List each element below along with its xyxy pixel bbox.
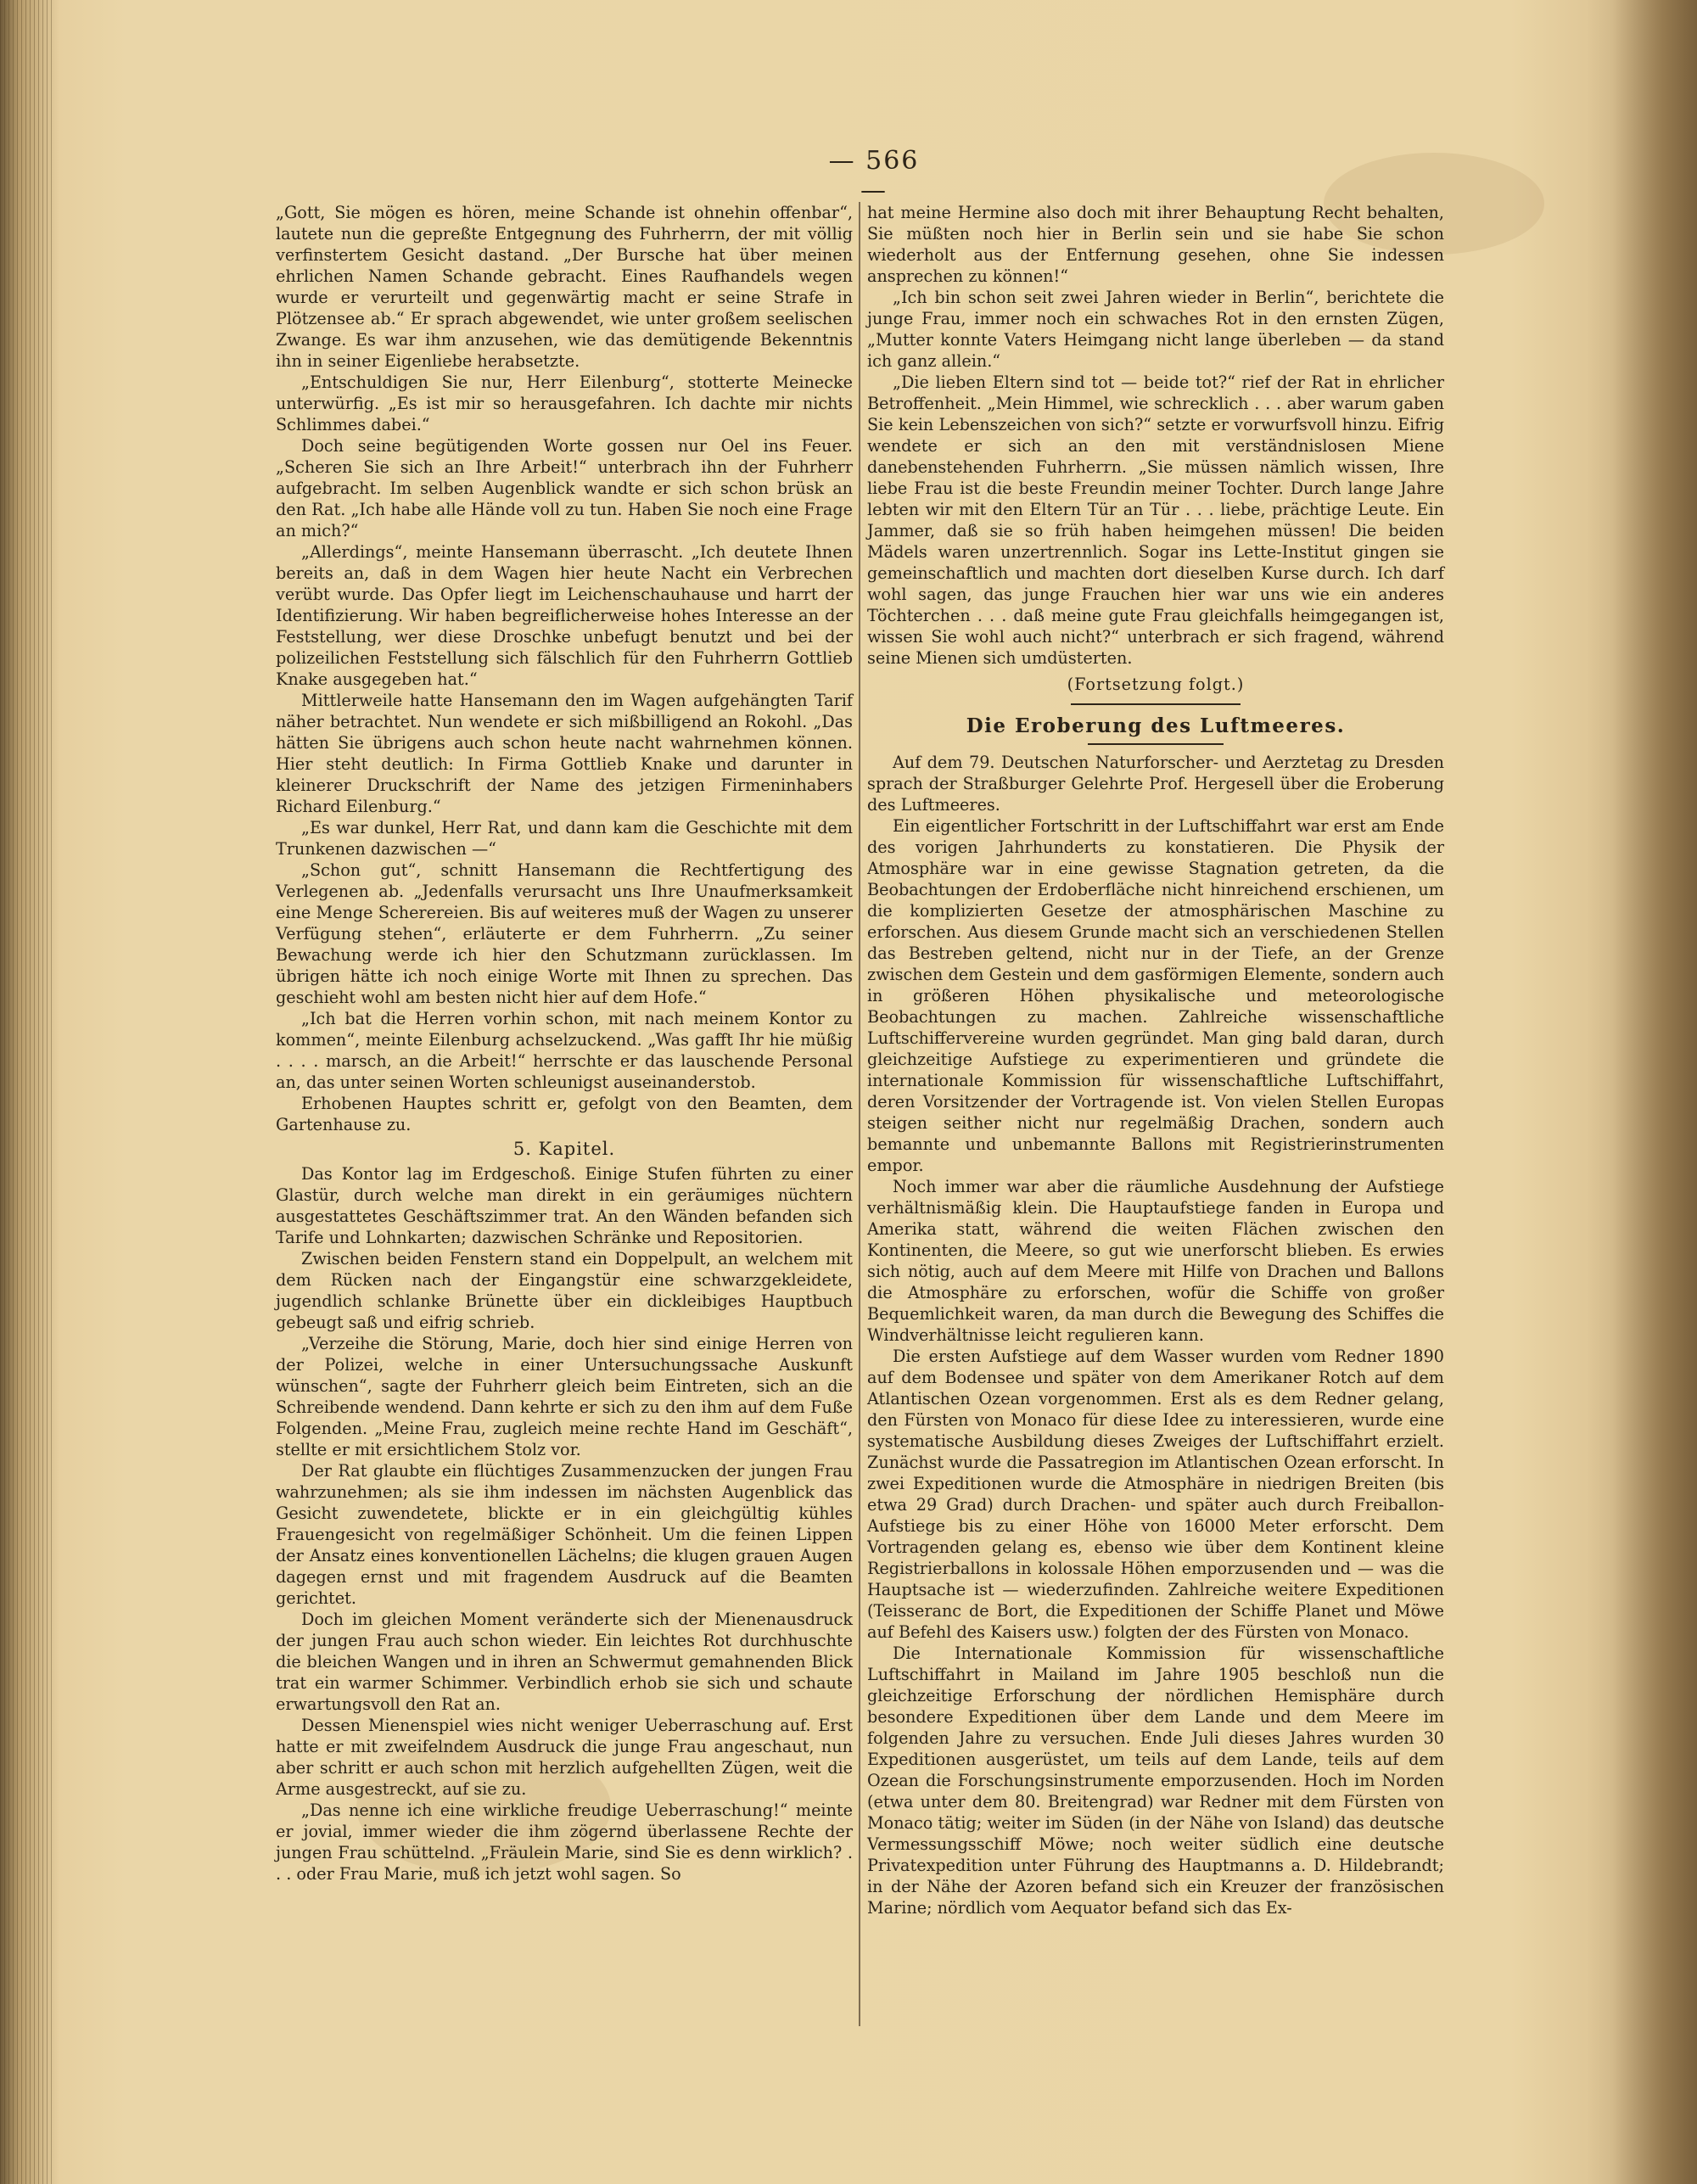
paragraph: „Allerdings“, meinte Hansemann überrascht. „Ich deutete Ihnen bereits an, daß in dem Wagen hier heute Nacht ein Verbrechen verübt wurde. Das Opfer liegt im Leichenschauhause und harrt der Identifizierung. Wir haben begreiflicherweise hohes Interesse an der Feststellung, wer diese Droschke unbefugt benutzt und bei der polizeilichen Feststellung sich fälschlich für den Fuhrherrn Gottlieb Knake ausgegeben hat.“ (276, 542, 853, 689)
paragraph: Mittlerweile hatte Hansemann den im Wagen aufgehängten Tarif näher betrachtet. Nun wendete er sich mißbilligend an Rokohl. „Das hätten Sie übrigens auch schon heute nacht wahrnehmen können. Hier steht deutlich: In Firma Gottlieb Knake und darunter in kleinerer Druckschrift der Name des jetzigen Firmeninhabers Richard Eilenburg.“ (276, 691, 853, 816)
book-spine-edge (0, 0, 54, 2184)
paragraph: „Schon gut“, schnitt Hansemann die Rechtfertigung des Verlegenen ab. „Jedenfalls verursacht uns Ihre Unaufmerksamkeit eine Menge Scherereien. Bis auf weiteres muß der Wagen zu unserer Verfügung stehen“, erläuterte er dem Fuhrherrn. „Zu seiner Bewachung werde ich hier den Schutzmann zurücklassen. Im übrigen hätte ich noch einige Worte mit Ihnen zu sprechen. Das geschieht wohl am besten nicht hier auf dem Hofe.“ (276, 860, 853, 1007)
paragraph: „Es war dunkel, Herr Rat, und dann kam die Geschichte mit dem Trunkenen dazwischen —“ (276, 818, 853, 859)
paragraph: „Verzeihe die Störung, Marie, doch hier sind einige Herren von der Polizei, welche in einer Untersuchungssache Auskunft wünschen“, sagte der Fuhrherr gleich beim Eintreten, sich an die Schreibende wendend. Dann kehrte er sich zu den ihm auf dem Fuße Folgenden. „Meine Frau, zugleich meine rechte Hand im Geschäft“, stellte er mit ersichtlichem Stolz vor. (276, 1334, 853, 1459)
paragraph: Ein eigentlicher Fortschritt in der Luftschiffahrt war erst am Ende des vorigen Jahrhunderts zu konstatieren. Die Physik der Atmosphäre war in eine gewisse Stagnation getreten, da die Beobachtungen der Erdoberfläche nicht hinreichend erschienen, um die komplizierten Gesetze der atmosphärischen Maschine zu erforschen. Aus diesem Grunde macht sich an verschiedenen Stellen das Bestreben geltend, nicht nur in der Tiefe, an der Grenze zwischen dem Gestein und dem gasförmigen Elemente, sondern auch in größeren Höhen physikalische und meteorologische Beobachtungen zu machen. Zahlreiche wissenschaftliche Luftschiffervereine wurden gegründet. Man ging bald daran, durch gleichzeitige Aufstiege zu experimentieren und gründete die internationale Kommission für wissenschaftliche Luftschiffahrt, deren Vorsitzender der Vortragende ist. Von vielen Stellen Europas steigen seither nicht nur regelmäßig Drachen, sondern auch bemannte und unbemannte Ballons mit Registrierinstrumenten empor. (867, 816, 1444, 1175)
article-separator (1071, 703, 1241, 705)
story-after-chapter (276, 1163, 853, 1884)
page-right-edge (1587, 0, 1697, 2184)
paragraph: Noch immer war aber die räumliche Ausdehnung der Aufstiege verhältnismäßig klein. Die Hauptaufstiege fanden in Europa und Amerika statt, während die weiten Flächen zwischen den Kontinenten, die Meere, so gut wie unerforscht blieben. Es erwies sich nötig, auch auf dem Meere mit Hilfe von Drachen und Ballons die Atmosphäre zu erforschen, wofür die Schiffe von großer Bequemlichkeit waren, da man durch die Bewegung des Schiffes die Windverhältnisse leicht regulieren kann. (867, 1177, 1444, 1345)
story-continuation (867, 202, 1444, 669)
paragraph: Doch im gleichen Moment veränderte sich der Mienenausdruck der jungen Frau auch schon wieder. Ein leichtes Rot durchhuschte die bleichen Wangen und in ihren an Schwermut gemahnenden Blick trat ein warmer Schimmer. Verbindlich erhob sie sich und schaute erwartungsvoll den Rat an. (276, 1610, 853, 1714)
title-underline (1088, 743, 1224, 745)
paragraph: Der Rat glaubte ein flüchtiges Zusammenzucken der jungen Frau wahrzunehmen; als sie ihm indessen im nächsten Augenblick das Gesicht zuwendetete, blickte er in ein gleichgültig kühles Frauengesicht von regelmäßiger Schönheit. Um die feinen Lippen der Ansatz eines konventionellen Lächelns; die klugen grauen Augen dagegen ernst und mit fragendem Ausdruck auf die Beamten gerichtet. (276, 1461, 853, 1608)
paragraph: hat meine Hermine also doch mit ihrer Behauptung Recht behalten, Sie müßten noch hier in Berlin sein und sie habe Sie schon wiederholt aus der Entfernung gesehen, ohne Sie indessen ansprechen zu können!“ (867, 203, 1444, 286)
paragraph: Auf dem 79. Deutschen Naturforscher- und Aerztetag zu Dresden sprach der Straßburger Gelehrte Prof. Hergesell über die Eroberung des Luftmeeres. (867, 753, 1444, 815)
article-title: Die Eroberung des Luftmeeres. (966, 714, 1346, 737)
paragraph: Erhobenen Hauptes schritt er, gefolgt von den Beamten, dem Gartenhause zu. (276, 1094, 853, 1134)
paragraph: Doch seine begütigenden Worte gossen nur Oel ins Feuer. „Scheren Sie sich an Ihre Arbeit!“ unterbrach ihn der Fuhrherr aufgebracht. Im selben Augenblick wandte er sich schon brüsk an den Rat. „Ich habe alle Hände voll zu tun. Haben Sie noch eine Frage an mich?“ (276, 436, 853, 540)
paragraph: „Ich bin schon seit zwei Jahren wieder in Berlin“, berichtete die junge Frau, immer noch ein schwaches Rot in den ernsten Zügen, „Mutter konnte Vaters Heimgang nicht lange überleben — da stand ich ganz allein.“ (867, 288, 1444, 371)
column-divider (859, 202, 860, 2026)
paragraph: Die Internationale Kommission für wissenschaftliche Luftschiffahrt in Mailand im Jahre 1905 beschloß nun die gleichzeitige Erforschung der nördlichen Hemisphäre durch besondere Expeditionen über dem Lande und dem Meere im folgenden Jahre zu versuchen. Ende Juli dieses Jahres wurden 30 Expeditionen ausgerüstet, um teils auf dem Lande, teils auf dem Ozean die Forschungsinstrumente emporzusenden. Hoch im Norden (etwa unter dem 80. Breitengrad) war Redner mit dem Fürsten von Monaco tätig; weiter im Süden (in der Nähe von Island) das deutsche Vermessungsschiff Möwe; noch weiter südlich eine deutsche Privatexpedition unter Führung des Hauptmanns a. D. Hildebrandt; in der Nähe der Azoren befand sich ein Kreuzer der französischen Marine; nördlich vom Aequator befand sich das Ex- (867, 1644, 1444, 1918)
story-before-chapter (276, 202, 853, 1135)
continuation-note: (Fortsetzung folgt.) (1067, 675, 1245, 694)
paragraph: Das Kontor lag im Erdgeschoß. Einige Stufen führten zu einer Glastür, durch welche man direkt in ein geräumiges nüchtern ausgestattetes Geschäftszimmer trat. An den Wänden befanden sich Tarife und Lohnkarten; dazwischen Schränke und Repositorien. (276, 1164, 853, 1247)
page-number: — 566 — (828, 146, 920, 205)
paragraph: Zwischen beiden Fenstern stand ein Doppelpult, an welchem mit dem Rücken nach der Eingangstür eine schwarzgekleidete, jugendlich schlanke Brünette über ein dickleibiges Hauptbuch gebeugt saß und eifrig schrieb. (276, 1249, 853, 1332)
left-column (276, 202, 853, 2086)
paragraph: „Gott, Sie mögen es hören, meine Schande ist ohnehin offenbar“, lautete nun die gepreßte Entgegnung des Fuhrherrn, der mit völlig verfinstertem Gesicht dastand. „Der Bursche hat über meinen ehrlichen Namen Schande gebracht. Eines Raufhandels wegen wurde er verurteilt und gegenwärtig macht er seine Strafe in Plötzensee ab.“ Er sprach abgewendet, wie unter großem seelischen Zwange. Es war ihm anzusehen, wie das demütigende Bekenntnis ihn in seiner Eigenliebe herabsetzte. (276, 203, 853, 371)
paragraph: „Die lieben Eltern sind tot — beide tot?“ rief der Rat in ehrlicher Betroffenheit. „Mein Himmel, wie schrecklich . . . aber warum gaben Sie kein Lebenszeichen von sich?“ setzte er vorwurfsvoll hinzu. Eifrig wendete er sich an den mit verständnislosen Miene danebenstehenden Fuhrherrn. „Sie müssen nämlich wissen, Ihre liebe Frau ist die beste Freundin meiner Tochter. Durch lange Jahre lebten wir mit den Eltern Tür an Tür . . . liebe, prächtige Leute. Ein Jammer, daß sie so früh haben heimgehen müssen! Die beiden Mädels waren unzertrennlich. Sogar ins Lette-Institut gingen sie gemeinschaftlich und machten dort dieselben Kurse durch. Ich darf wohl sagen, das junge Frauchen hier war uns wie ein anderes Töchterchen . . . daß meine gute Frau gleichfalls heimgegangen ist, wissen Sie wohl auch nicht?“ unterbrach er sich fragend, während seine Mienen sich umdüsterten. (867, 372, 1444, 668)
paragraph: Dessen Mienenspiel wies nicht weniger Ueberraschung auf. Erst hatte er mit zweifelndem Ausdruck die junge Frau angeschaut, nun aber schritt er auch schon mit herzlich aufgehellten Zügen, weit die Arme ausgestreckt, auf sie zu. (276, 1716, 853, 1799)
paragraph: „Das nenne ich eine wirkliche freudige Ueberraschung!“ meinte er jovial, immer wieder die ihm zögernd überlassene Rechte der jungen Frau schüttelnd. „Fräulein Marie, sind Sie es denn wirklich? . . . oder Frau Marie, muß ich jetzt wohl sagen. So (276, 1800, 853, 1884)
paragraph: „Ich bat die Herren vorhin schon, mit nach meinem Kontor zu kommen“, meinte Eilenburg achselzuckend. „Was gafft Ihr hie müßig . . . . marsch, an die Arbeit!“ herrschte er das lauschende Personal an, das unter seinen Worten schleunigst auseinanderstob. (276, 1009, 853, 1092)
paragraph: Die ersten Aufstiege auf dem Wasser wurden vom Redner 1890 auf dem Bodensee und später von dem Amerikaner Rotch auf dem Atlantischen Ozean vorgenommen. Erst als es dem Redner gelang, den Fürsten von Monaco für diese Idee zu interessieren, wurde eine systematische Ausbildung dieses Zweiges der Luftschiffahrt erzielt. Zunächst wurde die Passatregion im Atlantischen Ozean erforscht. In zwei Expeditionen wurde die Atmosphäre in niedrigen Breiten (bis etwa 29 Grad) durch Drachen- und später auch durch Freiballon-Aufstiege bis zu einer Höhe von 16000 Meter erforscht. Dem Vortragenden gelang es, ebenso wie über dem Kontinent kleine Registrierballons in kolossale Höhen emporzusenden und — was die Hauptsache ist — wiederzufinden. Zahlreiche weitere Expeditionen (Teisseranc de Bort, die Expeditionen der Schiffe Planet und Möwe auf Befehl des Kaisers usw.) folgten der des Fürsten von Monaco. (867, 1347, 1444, 1642)
article-body (867, 752, 1444, 1918)
paragraph: „Entschuldigen Sie nur, Herr Eilenburg“, stotterte Meinecke unterwürfig. „Es ist mir so herausgefahren. Ich dachte mir nichts Schlimmes dabei.“ (276, 372, 853, 434)
chapter-heading: 5. Kapitel. (512, 1139, 616, 1159)
right-column (867, 202, 1444, 2086)
